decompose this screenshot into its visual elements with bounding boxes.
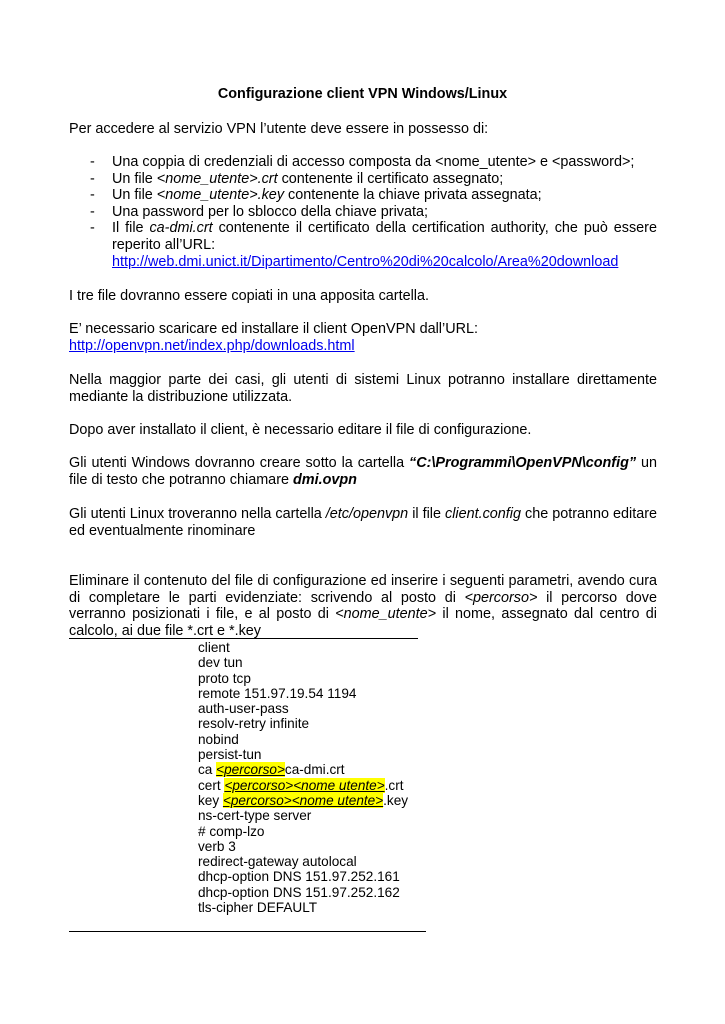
config-line: redirect-gateway autolocal xyxy=(198,854,357,870)
nome-utente-placeholder: <nome_utente> xyxy=(335,606,437,623)
highlighted-placeholder: <percorso><nome utente> xyxy=(224,777,385,793)
crt-filename: <nome_utente>.crt xyxy=(156,170,278,187)
list-dash: - xyxy=(90,187,95,204)
config-line-ca xyxy=(198,762,408,777)
config-line: client xyxy=(198,640,230,655)
config-keyword: cert xyxy=(198,777,225,793)
config-line: # comp-lzo xyxy=(198,823,265,839)
config-line: verb 3 xyxy=(198,838,236,854)
edit-config-paragraph: Dopo aver installato il client, è necessario editare il file di configurazione. xyxy=(69,422,532,438)
list-item-text: Il file xyxy=(112,220,150,237)
percorso-placeholder: <percorso> xyxy=(464,589,538,606)
windows-config-folder: “C:\Programmi\OpenVPN\config” xyxy=(409,455,637,471)
instructions-paragraph xyxy=(69,573,657,639)
list-item-text: Una coppia di credenziali di accesso composta da <nome_utente> e <password>; xyxy=(112,154,635,170)
list-dash: - xyxy=(90,203,95,220)
linux-config-folder: /etc/openvpn xyxy=(325,506,409,522)
config-line: tls-cipher DEFAULT xyxy=(198,900,318,916)
key-filename: <nome_utente>.key xyxy=(156,187,285,204)
config-line: dhcp-option DNS 151.97.252.161 xyxy=(198,869,400,885)
config-value: .key xyxy=(383,792,409,808)
windows-text: un file di testo che potranno chiamare xyxy=(69,455,657,488)
list-dash: - xyxy=(90,220,95,237)
page-title: Configurazione client VPN Windows/Linux xyxy=(217,86,508,102)
instructions-text: il nome, assegnato dal centro di calcolo, ai due file *.crt e *.key xyxy=(69,606,657,639)
windows-paragraph xyxy=(69,455,657,488)
config-line-cert xyxy=(198,778,408,793)
config-line: proto tcp xyxy=(198,670,251,686)
config-value: ca-dmi.crt xyxy=(284,762,345,778)
list-dash: - xyxy=(90,154,95,170)
linux-text: il file xyxy=(408,506,445,522)
list-item xyxy=(69,187,657,204)
requirements-list xyxy=(69,154,657,270)
download-area-link[interactable]: http://web.dmi.unict.it/Dipartimento/Centro%20di%20calcolo/Area%20download xyxy=(112,253,619,270)
config-line: dev tun xyxy=(198,655,243,671)
config-line: persist-tun xyxy=(198,747,262,763)
list-item xyxy=(69,204,657,221)
intro-paragraph: Per accedere al servizio VPN l’utente deve essere in possesso di: xyxy=(69,121,489,137)
config-line: nobind xyxy=(198,731,239,747)
list-item xyxy=(69,171,657,188)
install-text: E’ necessario scaricare ed installare il client OpenVPN dall’URL: xyxy=(69,321,478,337)
bottom-divider xyxy=(69,931,426,932)
openvpn-download-link[interactable]: http://openvpn.net/index.php/downloads.html xyxy=(69,337,355,354)
linux-config-file: client.config xyxy=(445,506,521,522)
ca-filename: ca-dmi.crt xyxy=(149,220,213,237)
highlighted-placeholder: <percorso> xyxy=(216,762,285,778)
linux-text: che potranno editare ed eventualmente rinominare xyxy=(69,506,658,539)
highlighted-placeholder: <percorso><nome utente> xyxy=(222,792,384,808)
list-dash: - xyxy=(90,170,95,187)
config-keyword: key xyxy=(198,792,223,808)
config-line: auth-user-pass xyxy=(198,701,289,717)
windows-config-file: dmi.ovpn xyxy=(292,471,357,488)
copy-paragraph: I tre file dovranno essere copiati in una apposita cartella. xyxy=(69,288,429,304)
config-line-key xyxy=(198,793,408,808)
instructions-text: il percorso dove verranno posizionati i file, e al posto di xyxy=(69,589,658,623)
list-item-text: Una password per lo sblocco della chiave privata; xyxy=(112,203,428,220)
config-line: ns-cert-type server xyxy=(198,808,312,824)
top-divider xyxy=(69,638,418,639)
list-item xyxy=(69,154,657,171)
linux-text: Gli utenti Linux troveranno nella cartella xyxy=(69,506,326,522)
config-line: remote 151.97.19.54 1194 xyxy=(198,685,357,701)
linux-paragraph xyxy=(69,506,657,539)
config-line: dhcp-option DNS 151.97.252.162 xyxy=(198,884,400,900)
list-item-text: Un file xyxy=(112,187,157,204)
install-paragraph xyxy=(69,321,657,354)
list-item-text: contenente la chiave privata assegnata; xyxy=(284,187,542,204)
windows-text: Gli utenti Windows dovranno creare sotto la cartella xyxy=(69,455,409,471)
list-item xyxy=(69,220,657,270)
config-line: resolv-retry infinite xyxy=(198,716,310,732)
list-item-text: contenente il certificato della certification authority, che può essere reperito all’URL: xyxy=(112,220,657,253)
list-item-text: contenente il certificato assegnato; xyxy=(277,170,504,187)
config-listing xyxy=(198,640,408,915)
list-item-text: Un file xyxy=(112,170,157,187)
linux-distribution-paragraph: Nella maggior parte dei casi, gli utenti di sistemi Linux potranno installare direttamente mediante la distribuzione utilizzata. xyxy=(69,372,657,405)
config-keyword: ca xyxy=(198,762,217,778)
instructions-text: Eliminare il contenuto del file di configurazione ed inserire i seguenti parametri, avendo cura di completare le parti evidenziate: scrivendo al posto di xyxy=(69,573,657,606)
config-value: .crt xyxy=(384,777,404,793)
